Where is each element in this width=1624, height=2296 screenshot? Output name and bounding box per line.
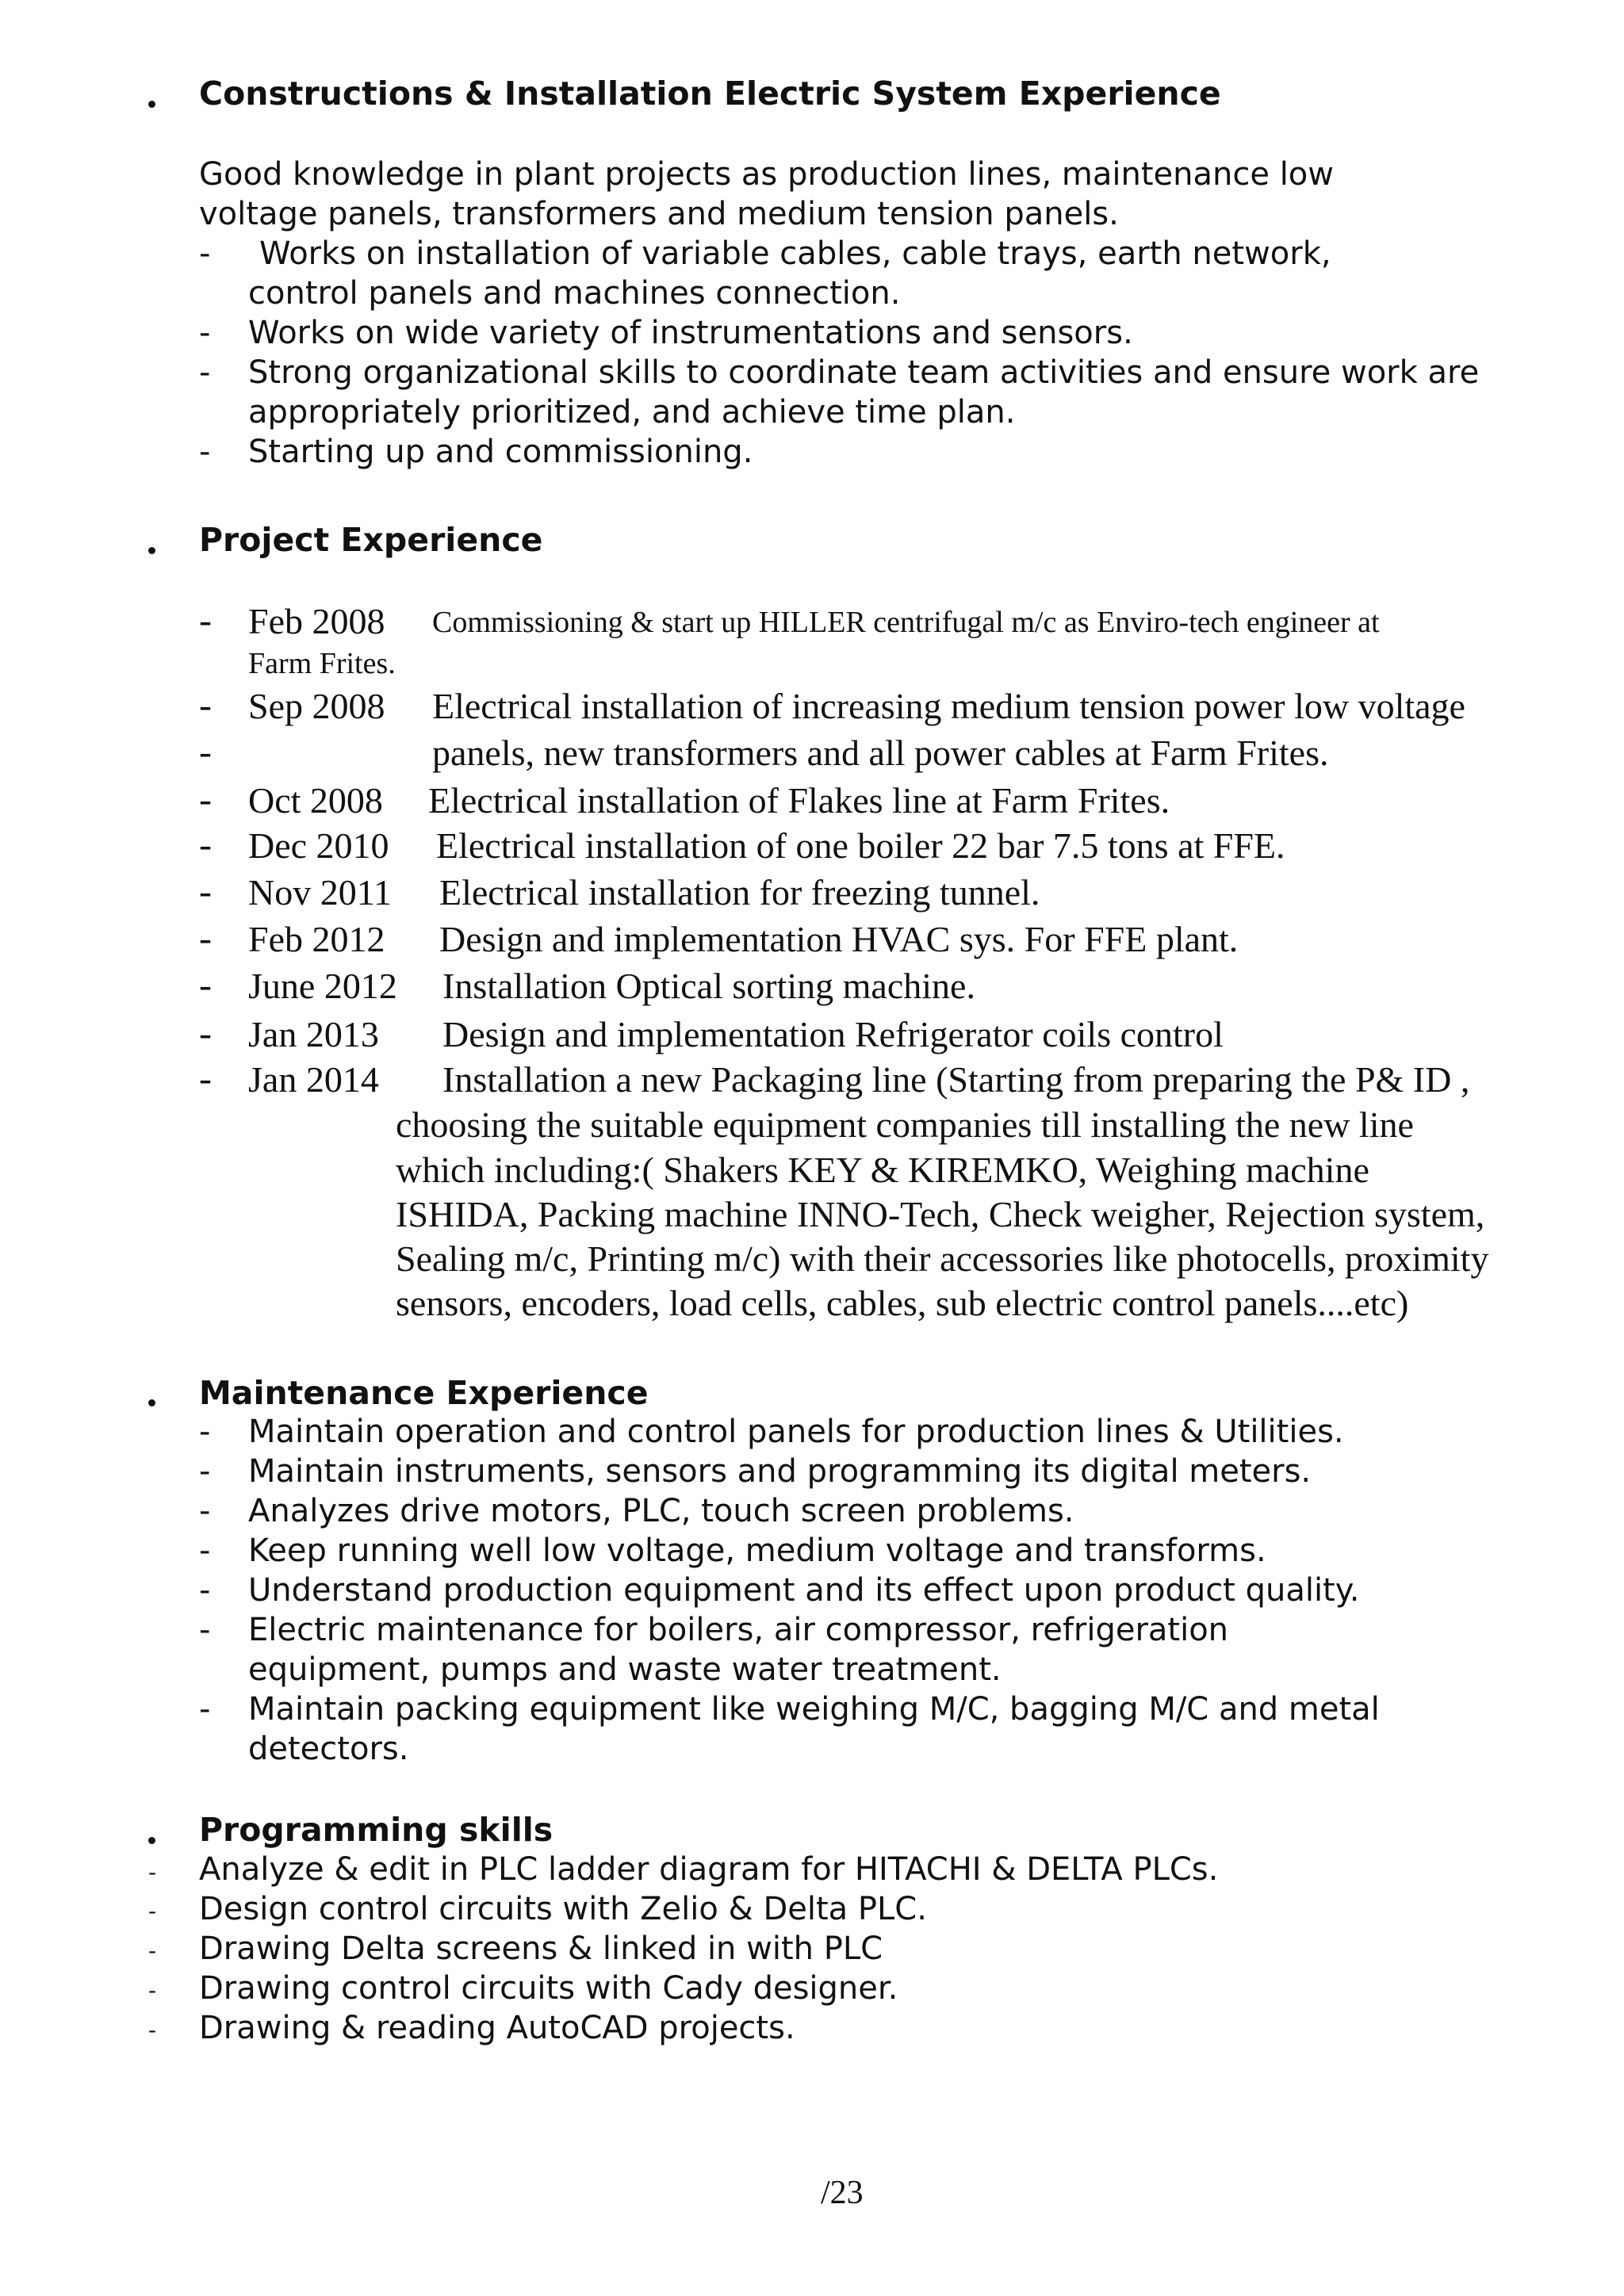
- dash-marker: -: [199, 354, 211, 391]
- project-description: panels, new transformers and all power cables at Farm Frites.: [432, 733, 1329, 773]
- maintenance-item: [199, 1612, 1229, 1648]
- construction-item-1-text: Works on installation of variable cables, cable trays, earth network,: [259, 235, 1331, 272]
- project-description-cont: Farm Frites.: [248, 647, 396, 680]
- section-heading-project: Project Experience: [199, 521, 543, 559]
- project-date: Jan 2013: [248, 1014, 379, 1054]
- construction-item-2-text: Works on wide variety of instrumentations and sensors.: [248, 315, 1133, 351]
- dash-marker: -: [199, 1572, 211, 1609]
- dash-marker: -: [199, 824, 212, 866]
- dash-marker: -: [148, 2017, 157, 2043]
- bullet-icon: [148, 1837, 155, 1844]
- dash-marker: -: [148, 1977, 157, 2003]
- dash-marker: -: [148, 1938, 157, 1964]
- construction-intro-line-1: Good knowledge in plant projects as production lines, maintenance low: [199, 156, 1334, 193]
- project-description: Electrical installation of Flakes line at Farm Frites.: [428, 780, 1170, 821]
- dash-marker: -: [199, 1493, 211, 1529]
- page-number: /23: [821, 2175, 864, 2211]
- construction-item-3: [199, 354, 1480, 391]
- maintenance-item-text: Understand production equipment and its effect upon product quality.: [248, 1572, 1360, 1609]
- construction-item-1: [199, 235, 1331, 272]
- project-date: Feb 2012: [248, 919, 385, 959]
- project-date: Jan 2014: [248, 1059, 379, 1100]
- maintenance-item: [199, 1453, 1312, 1490]
- project-date: Sep 2008: [248, 686, 385, 726]
- project-description-cont: sensors, encoders, load cells, cables, sub electric control panels....etc): [396, 1283, 1409, 1323]
- maintenance-item-text: Electric maintenance for boilers, air compressor, refrigeration: [248, 1612, 1229, 1648]
- project-description: Design and implementation HVAC sys. For FFE plant.: [439, 919, 1239, 959]
- dash-marker: -: [199, 917, 212, 959]
- dash-marker: -: [199, 871, 212, 913]
- dash-marker: -: [199, 731, 212, 773]
- section-heading-construction: Constructions & Installation Electric System Experience: [199, 75, 1221, 113]
- project-description: Electrical installation of increasing medium tension power low voltage: [432, 686, 1465, 726]
- dash-marker: -: [199, 1414, 211, 1450]
- dash-marker: -: [199, 1533, 211, 1569]
- construction-item-3-cont: appropriately prioritized, and achieve time plan.: [248, 394, 1016, 430]
- construction-item-4-text: Starting up and commissioning.: [248, 434, 753, 470]
- construction-intro-line-2: voltage panels, transformers and medium tension panels.: [199, 196, 1119, 232]
- project-date: Oct 2008: [248, 780, 383, 821]
- project-date: June 2012: [248, 966, 397, 1006]
- programming-item: Drawing control circuits with Cady designer.: [199, 1970, 898, 2007]
- dash-marker: -: [199, 684, 212, 726]
- bullet-icon: [148, 547, 155, 554]
- maintenance-item: [199, 1414, 1344, 1450]
- dash-marker: -: [199, 1058, 212, 1100]
- dash-marker: -: [199, 434, 211, 470]
- dash-marker: -: [199, 315, 211, 351]
- dash-marker: -: [199, 235, 211, 272]
- project-description-cont: ISHIDA, Packing machine INNO-Tech, Check weigher, Rejection system,: [396, 1194, 1485, 1234]
- section-heading-maintenance: Maintenance Experience: [199, 1374, 649, 1412]
- construction-item-1-cont: control panels and machines connection.: [248, 275, 901, 312]
- project-description: Commissioning & start up HILLER centrifugal m/c as Enviro-tech engineer at: [432, 606, 1380, 639]
- maintenance-item: [199, 1572, 1360, 1609]
- project-date: Dec 2010: [248, 825, 389, 866]
- project-description: Design and implementation Refrigerator coils control: [442, 1014, 1224, 1054]
- bullet-icon: [148, 1399, 155, 1406]
- project-description-cont: Sealing m/c, Printing m/c) with their accessories like photocells, proximity: [396, 1238, 1489, 1279]
- construction-item-4: [199, 434, 753, 470]
- maintenance-item: [199, 1493, 1074, 1529]
- dash-marker: -: [199, 1691, 211, 1728]
- project-description-cont: choosing the suitable equipment companies till installing the new line: [396, 1104, 1414, 1145]
- dash-marker: -: [199, 1012, 212, 1054]
- dash-marker: -: [199, 599, 212, 641]
- maintenance-item: [199, 1533, 1266, 1569]
- project-description-cont: which including:( Shakers KEY & KIREMKO, Weighing machine: [396, 1150, 1369, 1190]
- dash-marker: -: [199, 964, 212, 1006]
- programming-item: Design control circuits with Zelio & Delta PLC.: [199, 1891, 927, 1927]
- programming-item: Drawing Delta screens & linked in with PLC: [199, 1931, 883, 1967]
- dash-marker: -: [148, 1898, 157, 1924]
- dash-marker: -: [199, 1612, 211, 1648]
- project-description: Installation a new Packaging line (Starting from preparing the P& ID ,: [442, 1059, 1470, 1100]
- programming-item: Analyze & edit in PLC ladder diagram for HITACHI & DELTA PLCs.: [199, 1851, 1219, 1888]
- construction-item-3-text: Strong organizational skills to coordinate team activities and ensure work are: [248, 354, 1480, 391]
- maintenance-item-cont: equipment, pumps and waste water treatment.: [248, 1651, 1002, 1688]
- bullet-icon: [148, 101, 155, 108]
- maintenance-item-text: Maintain instruments, sensors and programming its digital meters.: [248, 1453, 1312, 1490]
- project-description: Electrical installation of one boiler 22 bar 7.5 tons at FFE.: [436, 825, 1285, 866]
- maintenance-item-text: Keep running well low voltage, medium voltage and transforms.: [248, 1533, 1266, 1569]
- section-heading-programming: Programming skills: [199, 1811, 553, 1849]
- dash-marker: -: [199, 1453, 211, 1490]
- maintenance-item-text: Analyzes drive motors, PLC, touch screen problems.: [248, 1493, 1074, 1529]
- dash-marker: -: [199, 779, 212, 821]
- project-date: Feb 2008: [248, 601, 385, 641]
- dash-marker: -: [148, 1859, 157, 1885]
- project-date: Nov 2011: [248, 872, 393, 913]
- maintenance-item: [199, 1691, 1380, 1728]
- programming-item: Drawing & reading AutoCAD projects.: [199, 2010, 795, 2046]
- project-description: Electrical installation for freezing tunnel.: [439, 872, 1040, 913]
- maintenance-item-text: Maintain packing equipment like weighing M/C, bagging M/C and metal: [248, 1691, 1380, 1728]
- project-description: Installation Optical sorting machine.: [442, 966, 975, 1006]
- maintenance-item-text: Maintain operation and control panels for production lines & Utilities.: [248, 1414, 1344, 1450]
- construction-item-2: [199, 315, 1133, 351]
- maintenance-item-cont: detectors.: [248, 1731, 409, 1767]
